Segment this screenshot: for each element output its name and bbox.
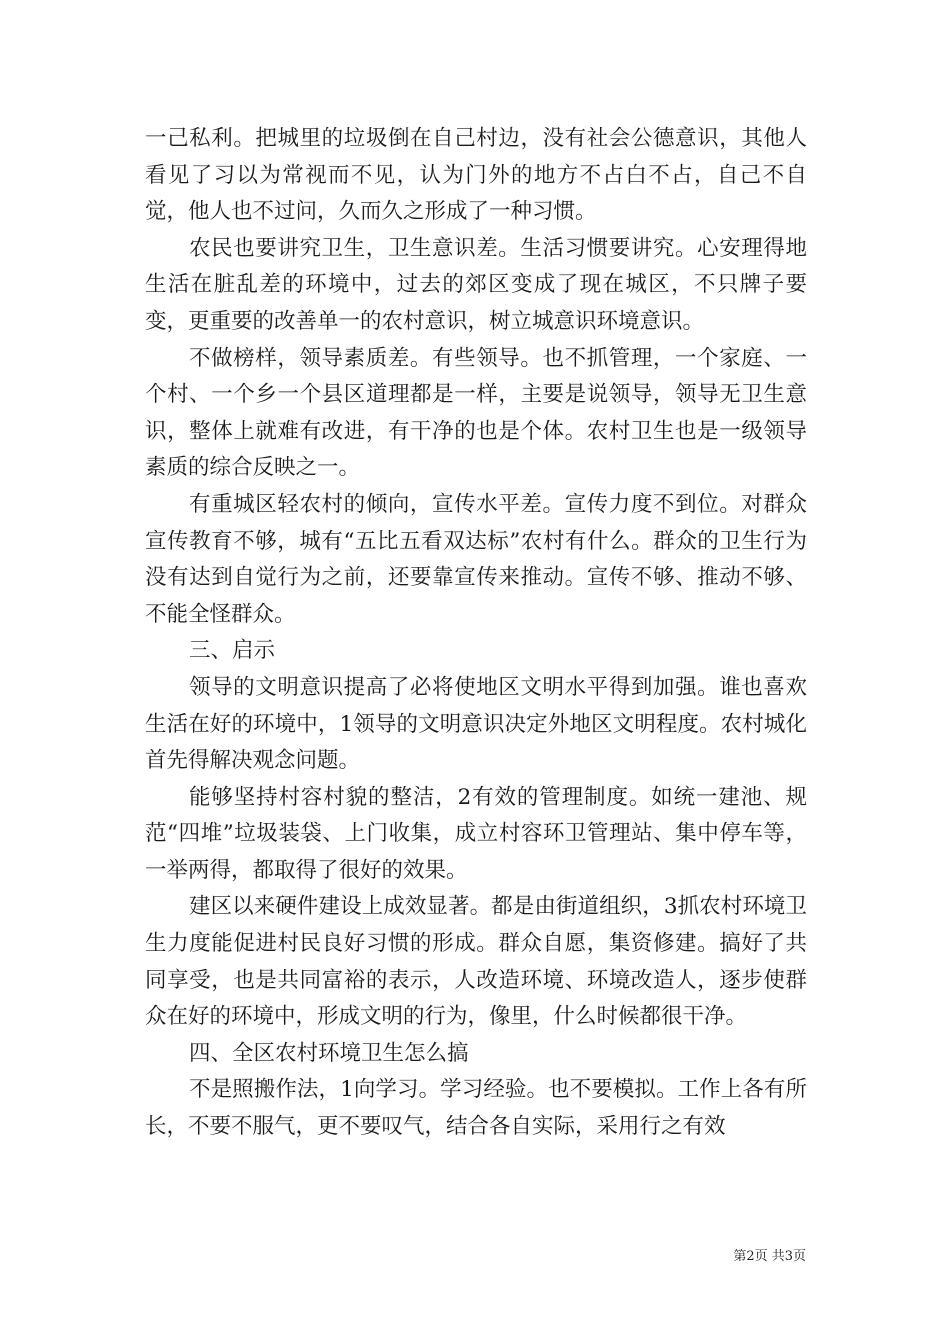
paragraph-8: 不是照搬作法，1向学习。学习经验。也不要模拟。工作上各有所长，不要不服气，更不要叹气，结合各自实际，采用行之有效	[145, 1077, 807, 1140]
paragraph-6: 能够坚持村容村貌的整洁，2有效的管理制度。如统一建池、规范“四堆”垃圾装袋、上门收集，成立村容环卫管理站、集中停车等，一举两得，都取得了很好的效果。	[145, 784, 807, 883]
document-body	[145, 121, 807, 1146]
page-number-footer: 第2页 共3页	[733, 1249, 806, 1264]
paragraph-2: 农民也要讲究卫生，卫生意识差。生活习惯要讲究。心安理得地生活在脏乱差的环境中，过去的郊区变成了现在城区，不只牌子要变，更重要的改善单一的农村意识，树立城意识环境意识。	[145, 235, 807, 334]
paragraph-1: 一己私利。把城里的垃圾倒在自己村边，没有社会公德意识，其他人看见了习以为常视而不见，认为门外的地方不占白不占，自己不自觉，他人也不过问，久而久之形成了一种习惯。	[145, 126, 807, 225]
paragraph-3: 不做榜样，领导素质差。有些领导。也不抓管理，一个家庭、一个村、一个乡一个县区道理都是一样，主要是说领导，领导无卫生意识，整体上就难有改进，有干净的也是个体。农村卫生也是一级领导素质的综合反映之一。	[145, 345, 807, 481]
section-heading-4: 四、全区农村环境卫生怎么搞	[189, 1040, 469, 1066]
paragraph-5: 领导的文明意识提高了必将使地区文明水平得到加强。谁也喜欢生活在好的环境中，1领导的文明意识决定外地区文明程度。农村城化首先得解决观念问题。	[145, 674, 807, 774]
paragraph-7: 建区以来硬件建设上成效显著。都是由街道组织，3抓农村环境卫生力度能促进村民良好习惯的形成。群众自愿，集资修建。搞好了共同享受，也是共同富裕的表示，人改造环境、环境改造人，逐步使群众在好的环境中，形成文明的行为，像里，什么时候都很干净。	[145, 894, 807, 1030]
section-heading-3: 三、启示	[189, 638, 276, 664]
paragraph-4: 有重城区轻农村的倾向，宣传水平差。宣传力度不到位。对群众宣传教育不够，城有“五比五看双达标”农村有什么。群众的卫生行为没有达到自觉行为之前，还要靠宣传来推动。宣传不够、推动不够、不能全怪群众。	[145, 491, 807, 627]
